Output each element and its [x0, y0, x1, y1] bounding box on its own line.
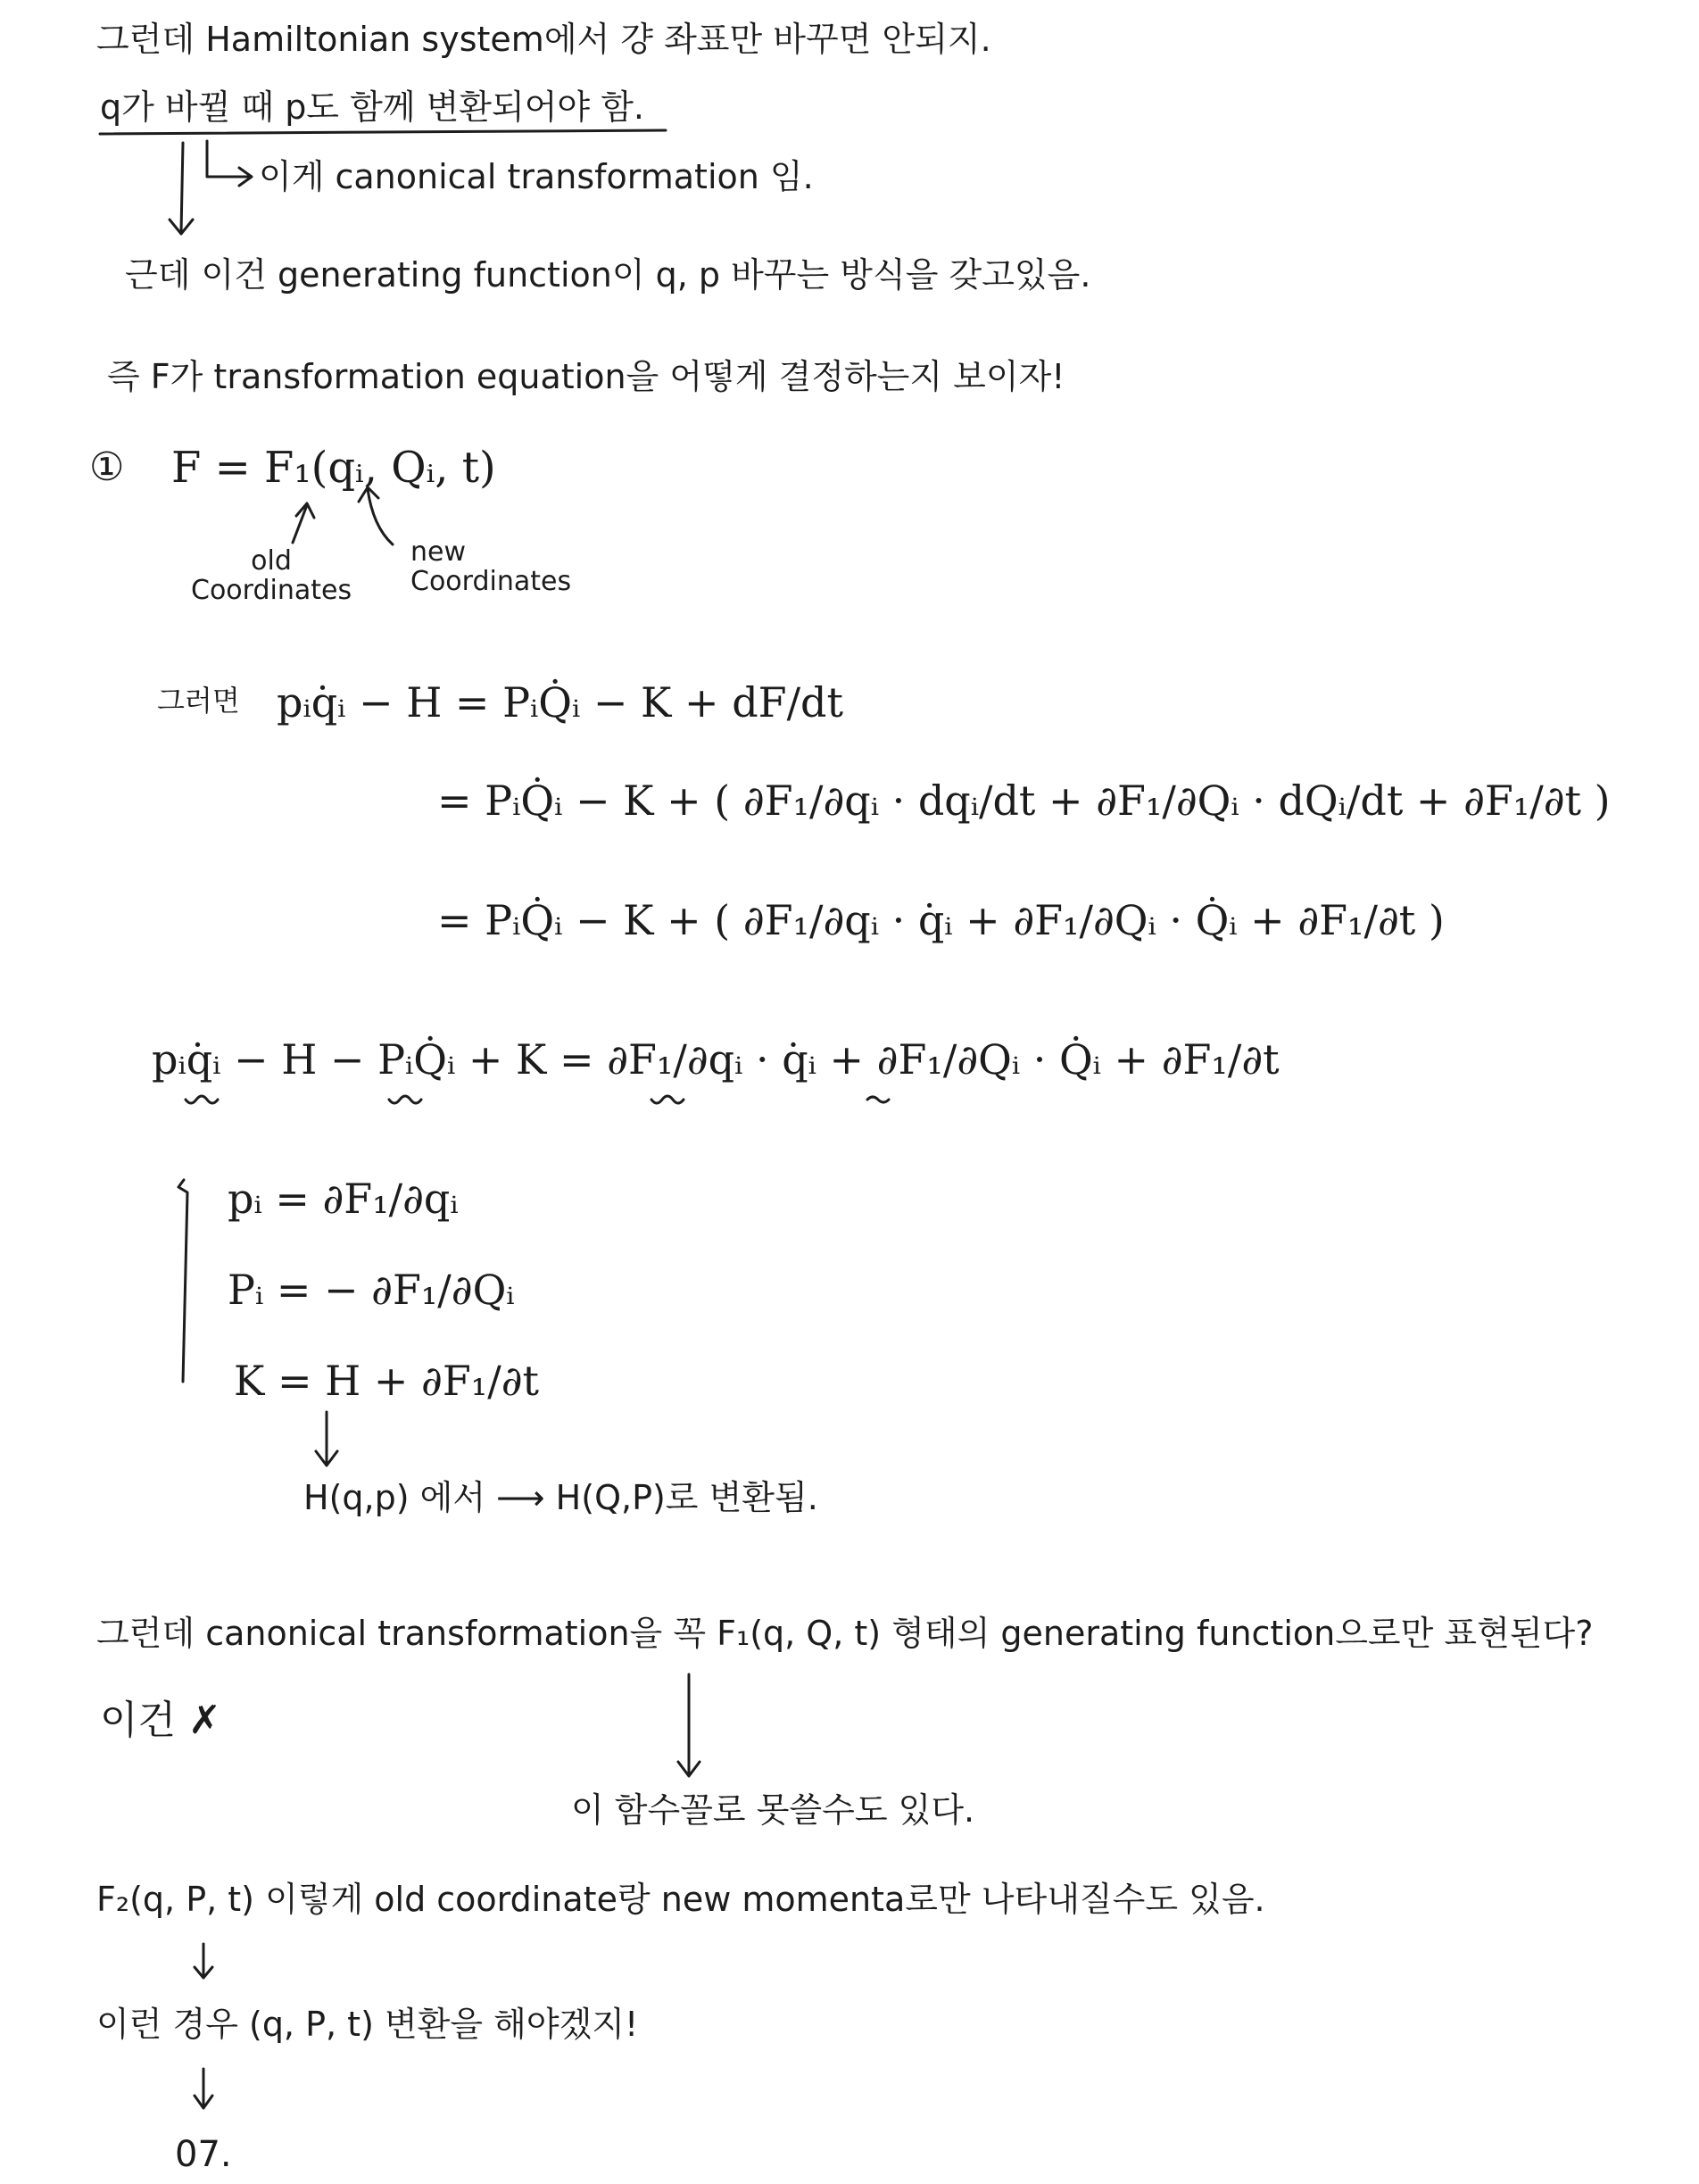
- equation-4: pᵢq̇ᵢ − H − PᵢQ̇ᵢ + K = ∂F₁/∂qᵢ · q̇ᵢ + ∂F₁/∂Qᵢ · Q̇ᵢ + ∂F₁/∂t: [152, 1035, 1280, 1084]
- equation-1: pᵢq̇ᵢ − H = PᵢQ̇ᵢ − K + dF/dt: [277, 678, 843, 727]
- line-canonical-transformation: 이게 canonical transformation 임.: [259, 157, 814, 196]
- line-transformation-equation: 즉 F가 transformation equation을 어떻게 결정하는지 보이자!: [107, 357, 1065, 396]
- hook-arrow-icon: [207, 141, 252, 186]
- old-pointer-arrow: [293, 503, 314, 543]
- line-no-mark: 이건 ✗: [100, 1698, 221, 1743]
- down-arrow-3: [195, 1944, 212, 1978]
- underline-stroke: [100, 130, 666, 134]
- case-marker: ①: [89, 444, 125, 490]
- new-pointer-arrow: [359, 487, 393, 544]
- down-arrow-1: [170, 143, 193, 234]
- system-eq-p: pᵢ = ∂F₁/∂qᵢ: [228, 1175, 459, 1223]
- line-variable-change: 이런 경우 (q, P, t) 변환을 해야겠지!: [96, 2005, 639, 2044]
- system-eq-P: Pᵢ = − ∂F₁/∂Qᵢ: [228, 1266, 515, 1314]
- line-f2-form: F₂(q, P, t) 이렇게 old coordinate랑 new momenta로만 나타내질수도 있음.: [96, 1880, 1265, 1919]
- underline-squiggle-2: [389, 1096, 421, 1103]
- down-arrow-2: [678, 1674, 700, 1776]
- line-cannot-write: 이 함수꼴로 못쓸수도 있다.: [571, 1790, 975, 1830]
- line-q-p-transform: q가 바뀔 때 p도 함께 변환되어야 함.: [100, 87, 645, 127]
- underline-squiggle-3: [651, 1096, 684, 1103]
- hamiltonian-change: H(q,p) 에서 ⟶ H(Q,P)로 변환됨.: [303, 1478, 818, 1517]
- down-arrow-4: [195, 2069, 212, 2108]
- underline-squiggle-1: [186, 1096, 218, 1103]
- then-label: 그러면: [157, 684, 240, 718]
- equation-2: = PᵢQ̇ᵢ − K + ( ∂F₁/∂qᵢ · dqᵢ/dt + ∂F₁/∂Qᵢ · dQᵢ/dt + ∂F₁/∂t ): [437, 776, 1611, 825]
- line-hamiltonian-intro: 그런데 Hamiltonian system에서 걍 좌표만 바꾸면 안되지.: [96, 20, 991, 59]
- line-ref-07: 07.: [175, 2134, 232, 2175]
- line-canonical-question: 그런데 canonical transformation을 꼭 F₁(q, Q, t) 형태의 generating function으로만 표현된다?: [96, 1614, 1594, 1653]
- equation-3: = PᵢQ̇ᵢ − K + ( ∂F₁/∂qᵢ · q̇ᵢ + ∂F₁/∂Qᵢ · Q̇ᵢ + ∂F₁/∂t ): [437, 896, 1445, 944]
- case-equation: F = F₁(qᵢ, Qᵢ, t): [171, 443, 496, 493]
- system-eq-K: K = H + ∂F₁/∂t: [234, 1357, 539, 1405]
- old-coordinates-label: old Coordinates: [191, 545, 352, 606]
- line-generating-function: 근데 이건 generating function이 q, p 바꾸는 방식을 갖고있음.: [125, 255, 1091, 295]
- underline-squiggle-4: [867, 1097, 889, 1102]
- system-brace: [178, 1180, 187, 1382]
- down-arrow-k: [316, 1412, 337, 1466]
- new-coordinates-label: new Coordinates: [410, 536, 572, 597]
